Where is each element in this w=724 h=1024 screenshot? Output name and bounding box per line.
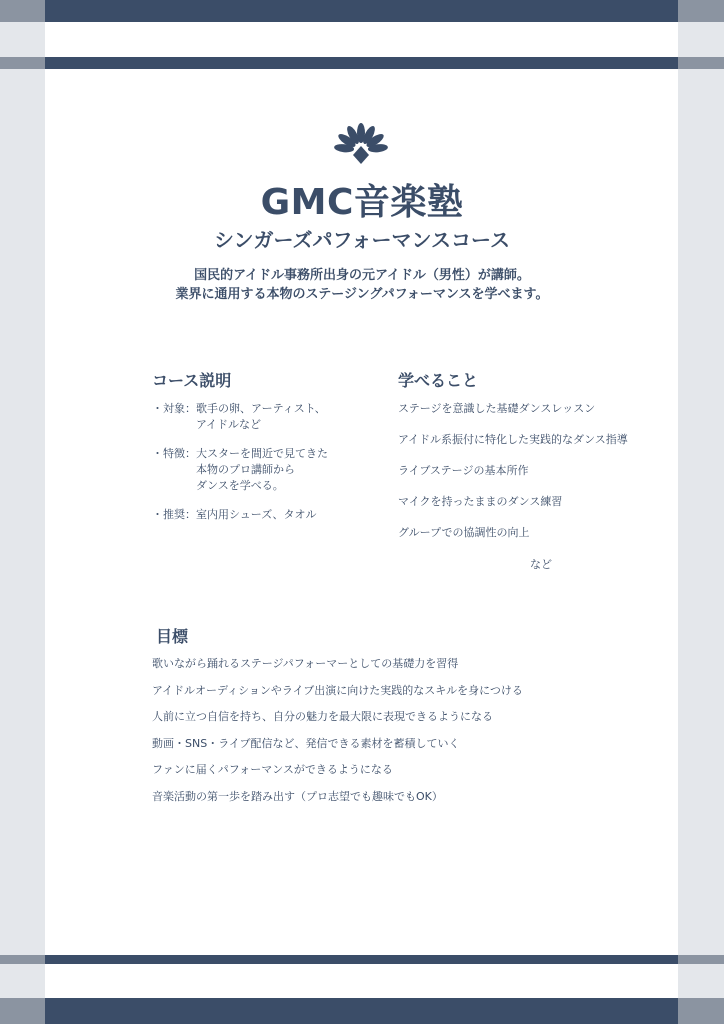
- goal-item: アイドルオーディションやライブ出演に向けた実践的なスキルを身につける: [152, 683, 523, 697]
- bottom-band-thin: [45, 955, 678, 964]
- course-list: [152, 401, 382, 536]
- course-item-text: 室内用シューズ、タオル: [196, 508, 317, 521]
- top-thin-right-corner: [678, 57, 724, 69]
- bottom-thin-left-corner: [0, 955, 45, 964]
- learn-item: グループでの協調性の向上: [398, 526, 530, 539]
- goal-item: 人前に立つ自信を持ち、自分の魅力を最大限に表現できるようになる: [152, 710, 493, 724]
- frame-left-strip: [0, 0, 45, 1024]
- course-item: [152, 446, 382, 494]
- page-title: GMC音楽塾: [260, 182, 464, 223]
- goal-item: 歌いながら踊れるステージパフォーマーとしての基礎力を習得: [152, 657, 459, 670]
- intro-line: 国民的アイドル事務所出身の元アイドル（男性）が講師。: [194, 268, 530, 283]
- course-item-label: ・推奨：: [152, 508, 196, 521]
- goal-item: 音楽活動の第一歩を踏み出す（プロ志望でも趣味でもOK）: [152, 789, 443, 803]
- bottom-left-corner: [0, 998, 45, 1024]
- learn-heading: 学べること: [398, 371, 479, 390]
- learn-item: ステージを意識した基礎ダンスレッスン: [398, 402, 596, 415]
- goals-list: [152, 656, 602, 816]
- bottom-band-dark: [45, 998, 678, 1024]
- course-item: [152, 401, 382, 433]
- course-subtitle: シンガーズパフォーマンスコース: [214, 228, 510, 252]
- top-band-thin: [45, 57, 678, 69]
- top-thin-left-corner: [0, 57, 45, 69]
- top-left-corner: [0, 0, 45, 22]
- intro-text: [0, 266, 724, 304]
- course-item-label: ・対象：: [152, 402, 196, 415]
- course-item-text: 大スターを間近で見てきた 本物のプロ講師から ダンスを学べる。: [196, 447, 328, 492]
- goal-item: ファンに届くパフォーマンスができるようになる: [152, 763, 393, 777]
- learn-item: アイドル系振付に特化した実践的なダンス指導: [398, 433, 628, 446]
- learn-list: [398, 401, 668, 556]
- learn-item: ライブステージの基本所作: [398, 464, 529, 477]
- goals-heading: 目標: [156, 627, 189, 646]
- intro-line: 業界に通用する本物のステージングパフォーマンスを学べます。: [175, 287, 549, 302]
- course-item-label: ・特徴：: [152, 447, 196, 460]
- bottom-right-corner: [678, 998, 724, 1024]
- course-item: [152, 507, 382, 523]
- top-right-corner: [678, 0, 724, 22]
- bottom-thin-right-corner: [678, 955, 724, 964]
- learn-item: マイクを持ったままのダンス練習: [398, 495, 563, 508]
- course-heading: コース説明: [152, 371, 232, 390]
- lotus-fan-logo-icon: [320, 118, 402, 170]
- course-item-text: 歌手の卵、アーティスト、 アイドルなど: [196, 402, 326, 431]
- learn-etc: など: [530, 558, 552, 571]
- goal-item: 動画・SNS・ライブ配信など、発信できる素材を蓄積していく: [152, 736, 460, 750]
- top-band-dark: [45, 0, 678, 22]
- frame-right-strip: [678, 0, 724, 1024]
